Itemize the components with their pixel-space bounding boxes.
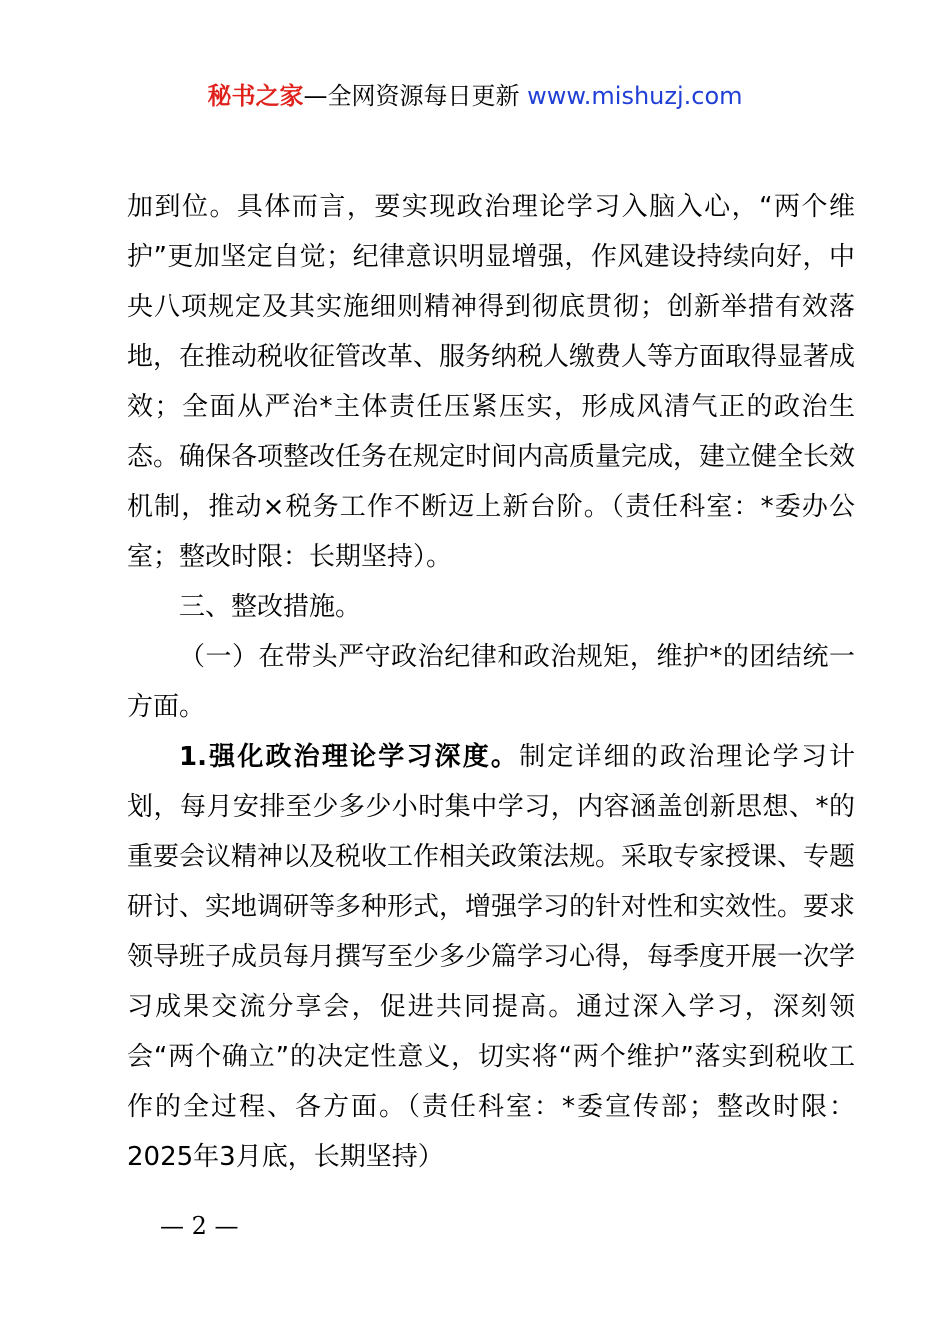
page-header <box>0 78 950 114</box>
subsection-heading-1: （一）在带头严守政治纪律和政治规矩，维护*的团结统一方面。 <box>127 642 855 722</box>
item-1-lead: 1.强化政治理论学习深度。 <box>179 742 520 772</box>
item-1-text: 制定详细的政治理论学习计划，每月安排至少多少小时集中学习，内容涵盖创新思想、*的重要会议精神以及税收工作相关政策法规。采取专家授课、专题研讨、实地调研等多种形式，增强学习的针对性和实效性。要求领导班子成员每月撰写至少多少篇学习心得，每季度开展一次学习成果交流分享会，促进共同提高。通过深入学习，深刻领会“两个确立”的决定性意义，切实将“两个维护”落实到税收工作的全过程、各方面。（责任科室：*委宣传部；整改时限：2025年3月底，长期坚持） <box>127 742 856 1172</box>
paragraph-goals: 加到位。具体而言，要实现政治理论学习入脑入心，“两个维护”更加坚定自觉；纪律意识明显增强，作风建设持续向好，中央八项规定及其实施细则精神得到彻底贯彻；创新举措有效落地，在推动税收征管改革、服务纳税人缴费人等方面取得显著成效；全面从严治*主体责任压紧压实，形成风清气正的政治生态。确保各项整改任务在规定时间内高质量完成，建立健全长效机制，推动×税务工作不断迈上新台阶。（责任科室：*委办公室；整改时限：长期坚持）。 <box>127 192 856 572</box>
document-body <box>127 182 855 1182</box>
brand-name: 秘书之家 <box>207 82 304 110</box>
section-heading-measures: 三、整改措施。 <box>179 592 362 622</box>
page-number: — 2 — <box>160 1212 239 1240</box>
paragraph-item-1 <box>127 732 855 1182</box>
site-url[interactable]: www.mishuzj.com <box>519 82 743 110</box>
header-slogan: —全网资源每日更新 <box>303 82 520 110</box>
